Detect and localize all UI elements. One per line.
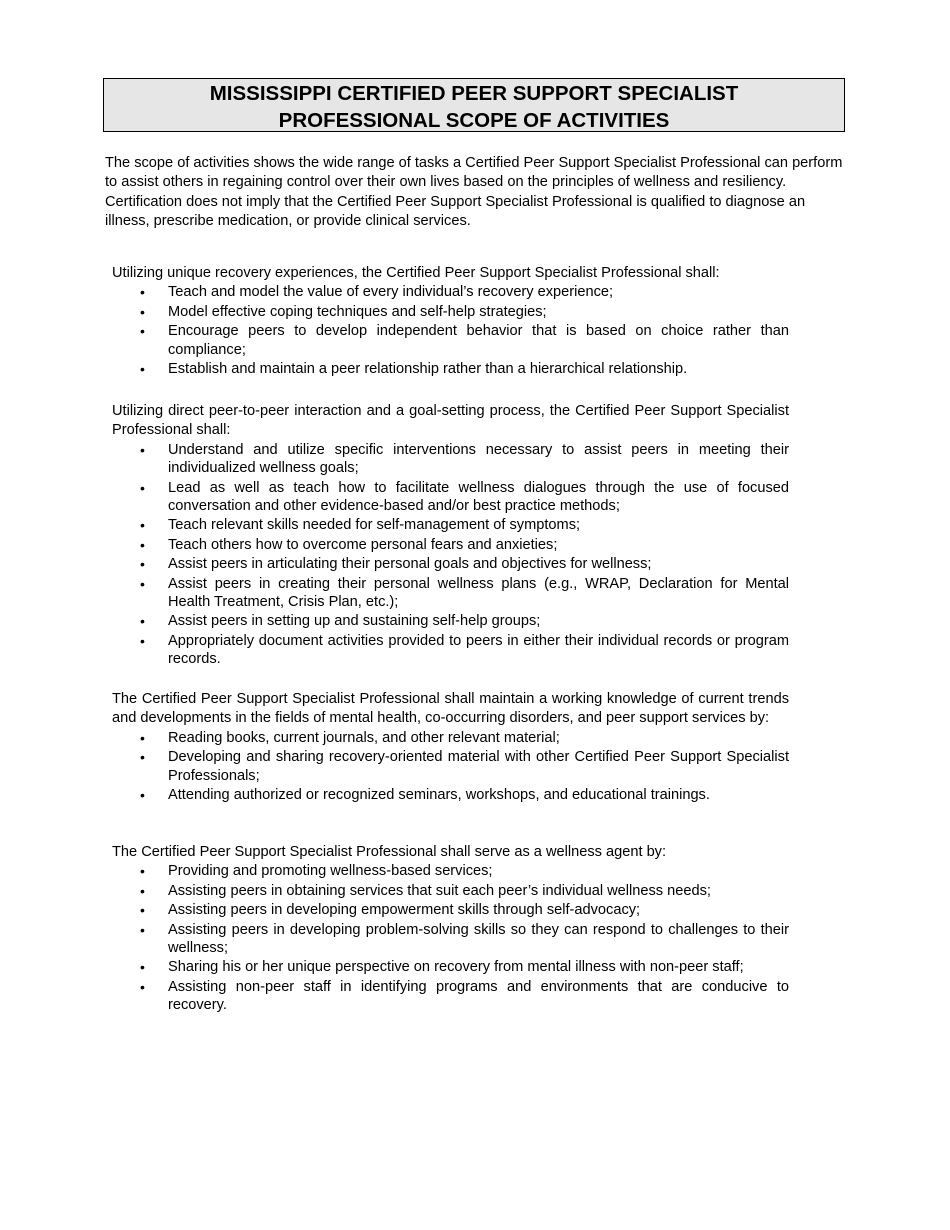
bullet-icon: • xyxy=(140,882,145,899)
list-item xyxy=(112,283,789,301)
bullet-list xyxy=(112,729,789,805)
bullet-list xyxy=(112,283,789,378)
list-item xyxy=(112,479,789,516)
list-item xyxy=(112,786,789,804)
list-item-text: Teach relevant skills needed for self-management of symptoms; xyxy=(168,517,581,534)
section-lead: The Certified Peer Support Specialist Professional shall serve as a wellness agent by: xyxy=(112,844,667,860)
list-item xyxy=(112,555,789,573)
bullet-icon: • xyxy=(140,575,145,592)
list-item xyxy=(112,882,789,900)
bullet-icon: • xyxy=(140,536,145,553)
bullet-icon: • xyxy=(140,921,145,938)
list-item-text: Assisting peers in developing empowerment skills through self-advocacy; xyxy=(168,902,641,919)
bullet-icon: • xyxy=(140,978,145,995)
list-item xyxy=(112,748,789,785)
list-item-text: Developing and sharing recovery-oriented material with other Certified Peer Support Specialist Professionals; xyxy=(168,749,789,784)
list-item xyxy=(112,958,789,976)
list-item xyxy=(112,862,789,880)
section-lead: The Certified Peer Support Specialist Professional shall maintain a working knowledge of current trends and developments in the fields of mental health, co-occurring disorders, and peer support services by: xyxy=(112,691,789,727)
bullet-icon: • xyxy=(140,441,145,458)
list-item xyxy=(112,322,789,359)
bullet-icon: • xyxy=(140,284,145,301)
list-item-text: Assist peers in creating their personal wellness plans (e.g., WRAP, Declaration for Mental Health Treatment, Crisis Plan, etc.); xyxy=(168,575,789,611)
title-line-2: PROFESSIONAL SCOPE OF ACTIVITIES xyxy=(278,109,670,132)
list-item xyxy=(112,303,789,321)
list-item-text: Assisting peers in developing problem-solving skills so they can respond to challenges to their wellness; xyxy=(168,921,789,957)
list-item xyxy=(112,612,789,630)
bullet-icon: • xyxy=(140,517,145,534)
list-item-text: Assisting non-peer staff in identifying programs and environments that are conducive to recovery. xyxy=(168,978,789,1014)
section-lead: Utilizing unique recovery experiences, the Certified Peer Support Specialist Professional shall: xyxy=(112,265,720,281)
list-item xyxy=(112,632,789,669)
section-working-knowledge xyxy=(112,690,789,805)
list-item xyxy=(112,729,789,747)
document-title xyxy=(103,78,845,132)
list-item xyxy=(112,441,789,478)
section-peer-interaction xyxy=(112,402,789,670)
bullet-icon: • xyxy=(140,749,145,766)
bullet-icon: • xyxy=(140,902,145,919)
list-item-text: Reading books, current journals, and other relevant material; xyxy=(168,729,560,746)
section-lead: Utilizing direct peer-to-peer interaction and a goal-setting process, the Certified Peer Support Specialist Professional shall: xyxy=(112,403,789,439)
bullet-icon: • xyxy=(140,787,145,804)
bullet-icon: • xyxy=(140,863,145,880)
list-item-text: Attending authorized or recognized seminars, workshops, and educational trainings. xyxy=(168,787,710,804)
bullet-list xyxy=(112,862,789,1014)
list-item xyxy=(112,516,789,534)
bullet-icon: • xyxy=(140,729,145,746)
section-wellness-agent xyxy=(112,843,789,1016)
bullet-icon: • xyxy=(140,556,145,573)
list-item xyxy=(112,575,789,612)
list-item xyxy=(112,536,789,554)
list-item xyxy=(112,921,789,958)
intro-paragraph: The scope of activities shows the wide range of tasks a Certified Peer Support Specialist Professional can perform to assist others in regaining control over their own lives based on the principles of wellness and resiliency. Certification does not imply that the Certified Peer Support Specialist Professional is qualified to diagnose an illness, prescribe medication, or provide clinical services. xyxy=(105,155,843,230)
list-item-text: Teach others how to overcome personal fears and anxieties; xyxy=(168,536,558,553)
list-item-text: Understand and utilize specific interventions necessary to assist peers in meeting their individualized wellness goals; xyxy=(168,441,789,477)
list-item xyxy=(112,360,789,378)
list-item xyxy=(112,978,789,1015)
list-item-text: Assist peers in setting up and sustaining self-help groups; xyxy=(168,613,541,630)
list-item-text: Lead as well as teach how to facilitate wellness dialogues through the use of focused conversation and other evidence-based and/or best practice methods; xyxy=(168,479,789,515)
bullet-icon: • xyxy=(140,632,145,649)
bullet-list xyxy=(112,441,789,669)
list-item-text: Assist peers in articulating their personal goals and objectives for wellness; xyxy=(168,556,652,573)
list-item-text: Encourage peers to develop independent behavior that is based on choice rather than compliance; xyxy=(168,323,789,358)
list-item-text: Model effective coping techniques and self-help strategies; xyxy=(168,303,547,320)
list-item-text: Appropriately document activities provided to peers in either their individual records or program records. xyxy=(168,632,789,668)
section-recovery-experiences xyxy=(112,264,789,379)
bullet-icon: • xyxy=(140,479,145,496)
bullet-icon: • xyxy=(140,613,145,630)
list-item-text: Establish and maintain a peer relationship rather than a hierarchical relationship. xyxy=(168,361,688,378)
list-item-text: Teach and model the value of every individual’s recovery experience; xyxy=(168,284,614,301)
bullet-icon: • xyxy=(140,959,145,976)
list-item-text: Assisting peers in obtaining services that suit each peer’s individual wellness needs; xyxy=(168,882,711,899)
bullet-icon: • xyxy=(140,303,145,320)
bullet-icon: • xyxy=(140,323,145,340)
list-item-text: Providing and promoting wellness-based services; xyxy=(168,863,493,880)
list-item-text: Sharing his or her unique perspective on recovery from mental illness with non-peer staff; xyxy=(168,959,744,976)
bullet-icon: • xyxy=(140,361,145,378)
list-item xyxy=(112,901,789,919)
title-line-1: MISSISSIPPI CERTIFIED PEER SUPPORT SPECIALIST xyxy=(209,82,739,105)
